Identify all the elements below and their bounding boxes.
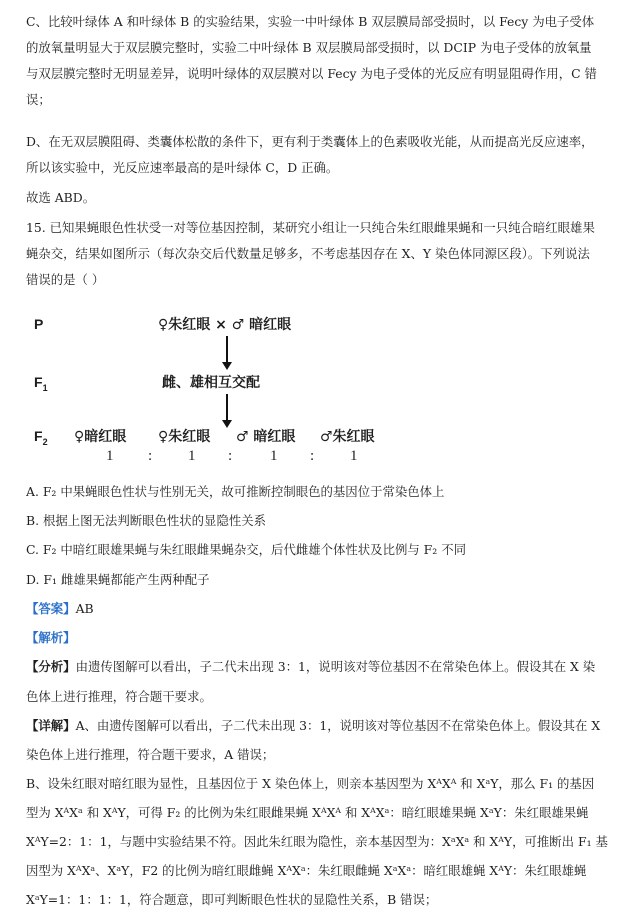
ratio-value: 1 bbox=[106, 448, 114, 464]
f2-offspring-phenotype: ♂ 暗红眼 bbox=[236, 429, 296, 445]
f1-cross-text: 雌、雄相互交配 bbox=[162, 375, 260, 391]
option-b: B. 根据上图无法判断眼色性状的显隐性关系 bbox=[26, 513, 267, 528]
generation-p-label: P bbox=[34, 316, 44, 332]
conclusion-line: 故选 ABD。 bbox=[26, 190, 96, 205]
paragraph-line: C、比较叶绿体 A 和叶绿体 B 的实验结果，实验一中叶绿体 B 双层膜局部受损时，以 Fecy 为电子受体 bbox=[26, 14, 595, 29]
xiangjie-line bbox=[26, 718, 626, 734]
f2-offspring-phenotype: ♀暗红眼 bbox=[74, 429, 127, 445]
fenxi-text: 由遗传图解可以看出，子二代未出现 3：1，说明该对等位基因不在常染色体上。假设其在 X 染 bbox=[75, 659, 596, 674]
option-c: C. F₂ 中暗红眼雄果蝇与朱红眼雌果蝇杂交，后代雌雄个体性状及比例与 F₂ 不同 bbox=[26, 542, 466, 557]
ratio-separator: : bbox=[148, 448, 153, 464]
answer-value: AB bbox=[75, 601, 94, 616]
fenxi-line bbox=[26, 659, 626, 675]
paragraph-line: D、在无双层膜阻碍、类囊体松散的条件下，更有利于类囊体上的色素吸收光能，从而提高光反应速率， bbox=[26, 134, 594, 149]
ratio-value: 1 bbox=[270, 448, 278, 464]
paragraph-line: 所以该实验中，光反应速率最高的是叶绿体 C，D 正确。 bbox=[26, 160, 339, 175]
answer-line bbox=[26, 601, 626, 617]
option-d: D. F₁ 雌雄果蝇都能产生两种配子 bbox=[26, 572, 210, 587]
down-arrow-icon bbox=[226, 336, 228, 364]
fenxi-tag: 【分析】 bbox=[26, 659, 76, 674]
xiangjie-line: 染色体上进行推理，符合题干要求，A 错误； bbox=[26, 747, 275, 762]
generation-f1-label: $F_1$ bbox=[34, 374, 48, 393]
paragraph-line: 的放氧量明显大于双层膜完整时，实验二中叶绿体 B 双层膜局部受损时，以 DCIP 为电子受体的放氧量 bbox=[26, 40, 592, 55]
f2-offspring-phenotype: ♂朱红眼 bbox=[320, 429, 375, 445]
question-line: 15. 已知果蝇眼色性状受一对等位基因控制，某研究小组让一只纯合朱红眼雌果蝇和一只纯合暗红眼雄果 bbox=[26, 220, 595, 235]
b-analysis-line: XᴬY=2：1：1，与题中实验结果不符。因此朱红眼为隐性，亲本基因型为：XᵃXᵃ 和 XᴬY，可推断出 F₁ 基 bbox=[26, 834, 608, 849]
ratio-value: 1 bbox=[188, 448, 196, 464]
xiangjie-text: A、由遗传图解可以看出，子二代未出现 3：1，说明该对等位基因不在常染色体上。假设其在 X bbox=[75, 718, 601, 733]
down-arrow-icon bbox=[226, 394, 228, 422]
f2-offspring-phenotype: ♀朱红眼 bbox=[158, 429, 211, 445]
parent-cross-text: ♀朱红眼 × ♂ 暗红眼 bbox=[158, 317, 292, 333]
b-analysis-line: XᵃY=1：1：1：1，符合题意，即可判断眼色性状的显隐性关系，B 错误； bbox=[26, 892, 438, 907]
b-analysis-line: B、设朱红眼对暗红眼为显性，且基因位于 X 染色体上，则亲本基因型为 XᴬXᴬ 和 XᵃY，那么 F₁ 的基因 bbox=[26, 776, 595, 791]
option-a: A. F₂ 中果蝇眼色性状与性别无关，故可推断控制眼色的基因位于常染色体上 bbox=[26, 484, 445, 499]
xiangjie-tag: 【详解】 bbox=[26, 718, 76, 733]
analysis-tag: 【解析】 bbox=[26, 630, 76, 645]
analysis-tag-line bbox=[26, 630, 626, 646]
question-line: 错误的是（ ） bbox=[26, 272, 105, 287]
ratio-separator: : bbox=[228, 448, 233, 464]
answer-tag: 【答案】 bbox=[26, 601, 76, 616]
b-analysis-line: 因型为 XᴬXᵃ、XᵃY，F2 的比例为暗红眼雌蝇 XᴬXᵃ：朱红眼雌蝇 XᵃXᵃ：暗红眼雄蝇 XᴬY：朱红眼雄蝇 bbox=[26, 863, 587, 878]
fenxi-line: 色体上进行推理，符合题干要求。 bbox=[26, 689, 212, 704]
paragraph-line: 与双层膜完整时无明显差异，说明叶绿体的双层膜对以 Fecy 为电子受体的光反应有明显阻碍作用，C 错 bbox=[26, 66, 597, 81]
paragraph-line: 误； bbox=[26, 92, 51, 107]
question-line: 蝇杂交，结果如图所示（每次杂交后代数量足够多，不考虑基因存在 X、Y 染色体同源区段）。下列说法 bbox=[26, 246, 590, 261]
ratio-separator: : bbox=[310, 448, 315, 464]
genetics-cross-diagram bbox=[26, 306, 446, 476]
ratio-value: 1 bbox=[350, 448, 358, 464]
b-analysis-line: 型为 XᴬXᵃ 和 XᴬY，可得 F₂ 的比例为朱红眼雌果蝇 XᴬXᴬ 和 XᴬXᵃ：暗红眼雄果蝇 XᵃY：朱红眼雄果蝇 bbox=[26, 805, 589, 820]
generation-f2-label: $F_2$ bbox=[34, 428, 48, 447]
